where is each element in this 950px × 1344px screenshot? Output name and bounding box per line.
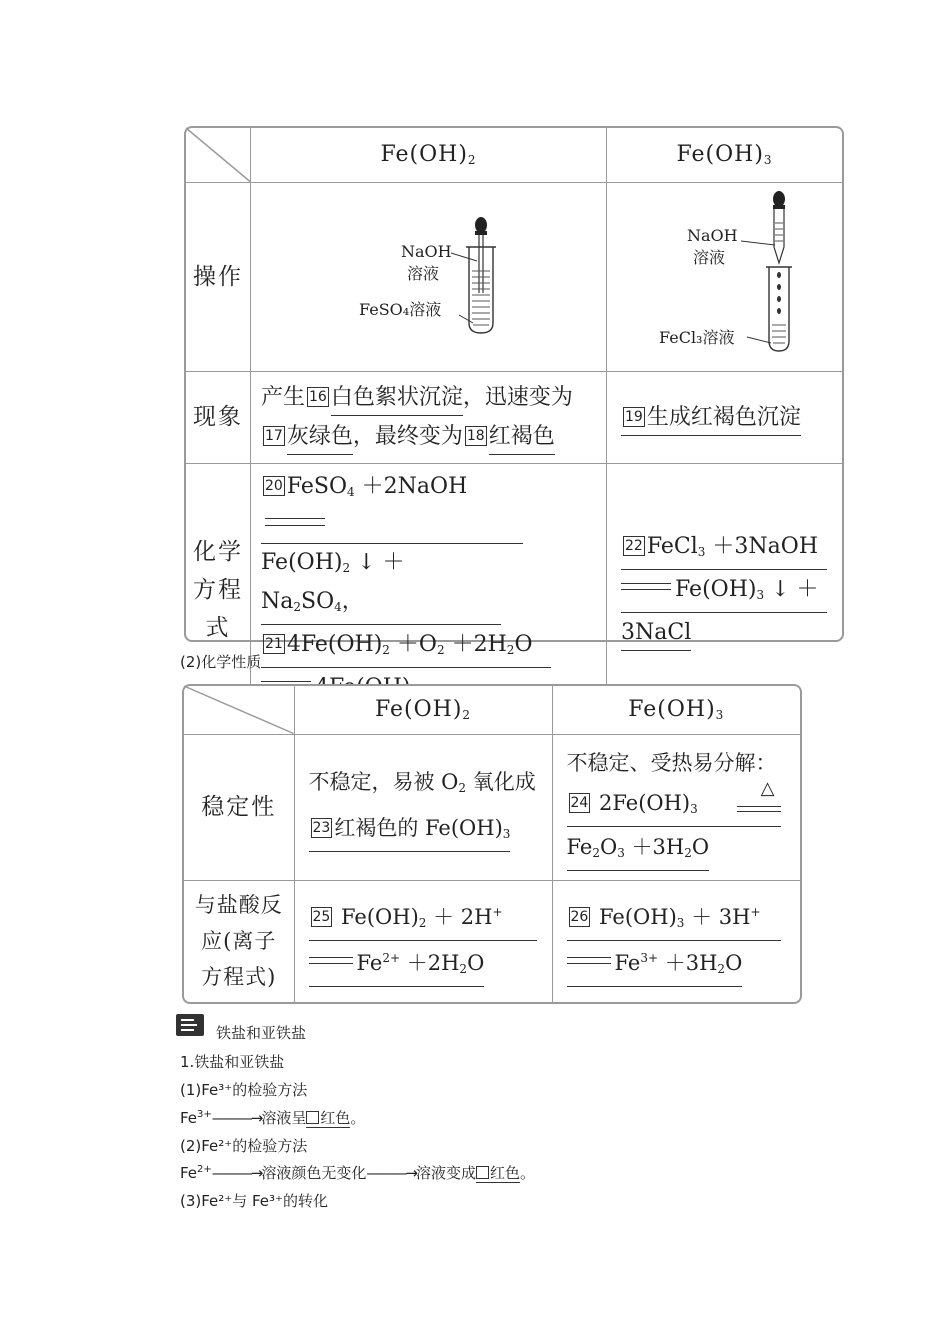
equation-fe-oh-3: 22 FeCl$_3$ ＋3NaOH $Fe(OH)_3$ ↓ ＋ 3NaCl <box>607 463 843 717</box>
line-1: 1.铁盐和亚铁盐 <box>180 1053 285 1071</box>
hydroxide-properties-table <box>184 126 844 657</box>
line-2: (1)Fe³⁺的检验方法 <box>180 1081 308 1099</box>
row-label-operation: 操作 <box>186 182 251 371</box>
line-5: $Fe^{2+}———\to$溶液颜色无变化———→溶液变成 红色。 <box>180 1164 536 1182</box>
svg-text:NaOH: NaOH <box>687 225 738 245</box>
svg-text:溶液: 溶液 <box>407 263 440 283</box>
svg-text:溶液: 溶液 <box>693 247 726 267</box>
row-label-stability: 稳定性 <box>184 734 294 880</box>
svg-text:FeSO₄溶液: FeSO₄溶液 <box>359 299 442 319</box>
equation-fe-oh-2: 20 FeSO$_4$ ＋2NaOH $Fe(OH)_2$ ↓ $+Na_2SO_4$， 21 $4Fe(OH)_2 +O_2 +2H_2O$ <box>251 463 607 717</box>
row-label-hcl-reaction: 与盐酸反 应(离子 方程式) <box>184 880 294 1002</box>
header-fe-oh-2: $Fe(OH)_2$ <box>251 128 607 182</box>
line-3: $Fe^{3+}———\to$溶液呈 红色。 <box>180 1109 366 1127</box>
corner-cell-2 <box>184 686 294 734</box>
hcl-reaction-fe-oh-2: 25 $Fe(OH)_2 + 2H^+$ $Fe^{2+} +2H_2O$ <box>294 880 552 1002</box>
section-chemical-properties: (2)化学性质 <box>180 653 262 671</box>
row-label-equation: 化学 方程 式 <box>186 463 251 717</box>
header2-fe-oh-2: $Fe(OH)_2$ <box>294 686 552 734</box>
header2-fe-oh-3: $Fe(OH)_3$ <box>552 686 800 734</box>
corner-cell <box>186 128 251 182</box>
operation-fe-oh-2-illustration <box>251 182 607 371</box>
operation-fe-oh-3-illustration <box>607 182 843 371</box>
header-fe-oh-3: $Fe(OH)_3$ <box>607 128 843 182</box>
svg-text:NaOH: NaOH <box>401 241 452 261</box>
line-4: (2)Fe²⁺的检验方法 <box>180 1137 308 1155</box>
stability-fe-oh-2: 不稳定，易被 $O_2$ 氧化成 23 红褐色的 $Fe(OH)_3$ <box>294 734 552 880</box>
row-label-phenomenon: 现象 <box>186 371 251 463</box>
chemical-properties-table <box>182 684 802 1004</box>
stability-fe-oh-3: 不稳定、受热易分解： 24 $2Fe(OH)_3$ △ $Fe_2O_3 +3H_2O$ <box>552 734 800 880</box>
hcl-reaction-fe-oh-3: 26 $Fe(OH)_3 + 3H^+$ $Fe^{3+} +3H_2O$ <box>552 880 800 1002</box>
phenomenon-fe-oh-2: 产生 16 白色絮状沉淀，迅速变为 17 灰绿色，最终变为 18 红褐色 <box>251 371 607 463</box>
list-section-icon <box>176 1014 204 1036</box>
phenomenon-fe-oh-3: 19 生成红褐色沉淀 <box>607 371 843 463</box>
svg-text:FeCl₃溶液: FeCl₃溶液 <box>659 327 735 347</box>
line-6: (3)Fe²⁺与 Fe³⁺的转化 <box>180 1192 328 1210</box>
